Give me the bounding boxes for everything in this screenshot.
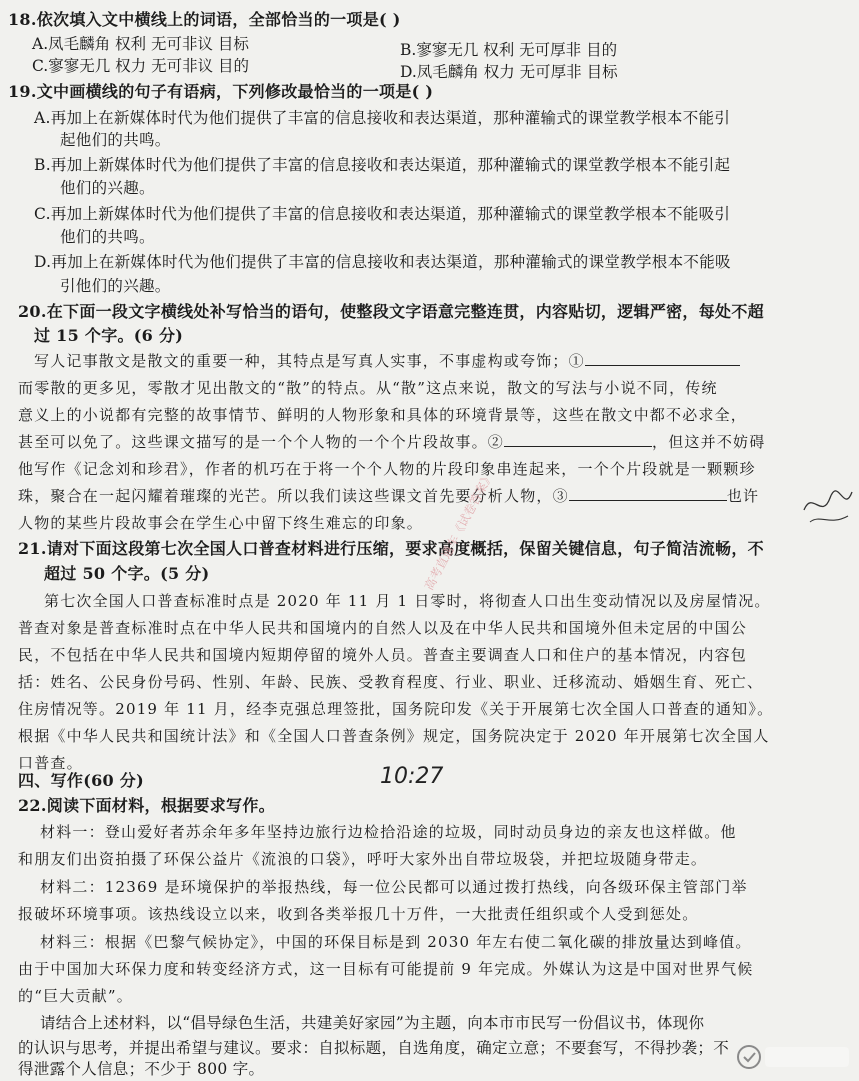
q18-option-c: C.寥寥无几 权力 无可非议 目的 (32, 57, 250, 75)
q19-option-c-line2: 他们的共鸣。 (60, 228, 155, 246)
q19-option-a-line1: A.再加上在新媒体时代为他们提供了丰富的信息接收和表达渠道，那种灌输式的课堂教学根本不能引 (34, 109, 731, 127)
q22-material2-line2: 报破坏环境事项。该热线设立以来，收到各类举报几十万件，一大批责任组织或个人受到惩处。 (18, 905, 699, 923)
q21-passage-line1: 第七次全国人口普查标准时点是 2020 年 11 月 1 日零时，将彻查人口出生变动情况以及房屋情况。 (44, 592, 771, 610)
q22-stem: 22.阅读下面材料，根据要求写作。 (18, 796, 275, 815)
q18-option-d: D.凤毛麟角 权力 无可厚非 目标 (400, 63, 618, 81)
q22-material3-line2: 由于中国加大环保力度和转变经济方式，这一目标有可能提前 9 年完成。外媒认为这是中国对世界气候 (18, 960, 754, 978)
q18-option-b: B.寥寥无几 权利 无可厚非 目的 (400, 41, 618, 59)
site-logo (735, 1041, 853, 1077)
q20-passage-line1 (34, 351, 740, 371)
q19-option-b-line1: B.再加上新媒体时代为他们提供了丰富的信息接收和表达渠道，那种灌输式的课堂教学根本不能引起 (34, 156, 731, 174)
q20-passage-text: 也许 (726, 487, 760, 505)
q22-material3-line1: 材料三：根据《巴黎气候协定》，中国的环保目标是到 2030 年左右使二氧化碳的排放量达到峰值。 (40, 933, 752, 951)
q21-passage-line4: 括：姓名、公民身份号码、性别、年龄、民族、受教育程度、行业、职业、迁移流动、婚姻生育、死亡、 (18, 673, 764, 691)
q18-stem: 18.依次填入文中横线上的词语，全部恰当的一项是( ) (8, 10, 401, 29)
watermark-stamp: 高考直通车《试卷答案》 (421, 469, 497, 593)
q20-passage-line6 (18, 486, 759, 506)
q22-requirement-line2: 的认识与思考，并提出希望与建议。要求：自拟标题，自选角度，确定立意；不要套写，不得抄袭；不 (18, 1039, 730, 1057)
q20-stem-line1: 20.在下面一段文字横线处补写恰当的语句，使整段文字语意完整连贯，内容贴切，逻辑严密，每处不超 (18, 302, 764, 321)
q20-blank-1[interactable] (585, 365, 740, 366)
q20-stem-line2: 过 15 个字。(6 分) (34, 326, 184, 345)
q20-passage-line4 (18, 432, 765, 452)
q20-passage-text: 写人记事散文是散文的重要一种，其特点是写真人实事，不事虚构或夸饰；① (34, 352, 585, 370)
q21-stem-line1: 21.请对下面这段第七次全国人口普查材料进行压缩，要求高度概括，保留关键信息，句子简洁流畅，不 (18, 539, 764, 558)
q19-option-a-line2: 起他们的共鸣。 (60, 131, 171, 149)
q20-passage-line5: 他写作《记念刘和珍君》，作者的机巧在于将一个个人物的片段印象串连起来，一个个片段就是一颗颗珍 (18, 460, 756, 478)
q22-requirement-line1: 请结合上述材料，以“倡导绿色生活，共建美好家园”为主题，向本市市民写一份倡议书，体现你 (40, 1014, 705, 1032)
q18-option-a: A.凤毛麟角 权利 无可非议 目标 (32, 35, 249, 53)
q19-option-d-line2: 引他们的兴趣。 (60, 277, 171, 295)
q20-passage-line7: 人物的某些片段故事会在学生心中留下终生难忘的印象。 (18, 514, 424, 532)
q19-option-b-line2: 他们的兴趣。 (60, 179, 155, 197)
q20-passage-text: ，但这并不妨碍 (652, 433, 766, 451)
q22-material2-line1: 材料二：12369 是环境保护的举报热线，每一位公民都可以通过拨打热线，向各级环保主管部门举 (40, 878, 748, 896)
q20-passage-text: 珠，聚合在一起闪耀着璀璨的光芒。所以我们读这些课文首先要分析人物，③ (18, 487, 569, 505)
q21-passage-line6: 根据《中华人民共和国统计法》和《全国人口普查条例》规定，国务院决定于 2020 年开展第七次全国人 (18, 727, 770, 745)
q21-passage-line3: 民，不包括在中华人民共和国境内短期停留的境外人员。普查主要调查人口和住户的基本情况，内容包 (18, 646, 748, 664)
q21-stem-line2: 超过 50 个字。(5 分) (44, 564, 210, 583)
q19-stem: 19.文中画横线的句子有语病，下列修改最恰当的一项是( ) (8, 82, 434, 101)
q20-passage-line2: 而零散的更多见，零散才见出散文的“散”的特点。从“散”这点来说，散文的写法与小说不同，传统 (18, 379, 718, 397)
section-heading: 四、写作(60 分) (18, 771, 144, 790)
q20-passage-line3: 意义上的小说都有完整的故事情节、鲜明的人物形象和具体的环境背景等，这些在散文中都不必求全， (18, 406, 748, 424)
handwritten-scribble (800, 480, 856, 530)
handwritten-time: 10:27 (380, 764, 444, 789)
q21-passage-line5: 住房情况等。2019 年 11 月，经李克强总理签批，国务院印发《关于开展第七次全国人口普查的通知》。 (18, 700, 774, 718)
q19-option-d-line1: D.再加上在新媒体时代为他们提供了丰富的信息接收和表达渠道，那种灌输式的课堂教学根本不能吸 (34, 253, 731, 271)
q19-option-c-line1: C.再加上新媒体时代为他们提供了丰富的信息接收和表达渠道，那种灌输式的课堂教学根本不能吸引 (34, 205, 731, 223)
q22-material1-line2: 和朋友们出资拍摄了环保公益片《流浪的口袋》，呼吁大家外出自带垃圾袋，并把垃圾随身带走。 (18, 850, 708, 868)
q20-passage-text: 甚至可以免了。这些课文描写的是一个个人物的一个个片段故事。② (18, 433, 505, 451)
q22-material3-line3: 的“巨大贡献”。 (18, 987, 133, 1005)
q22-material1-line1: 材料一：登山爱好者苏余年多年坚持边旅行边检拾沿途的垃圾，同时动员身边的亲友也这样做。他 (40, 823, 737, 841)
q21-passage-line7: 口普查。 (18, 754, 83, 772)
q22-requirement-line3: 得泄露个人信息；不少于 800 字。 (18, 1060, 265, 1078)
q21-passage-line2: 普查对象是普查标准时点在中华人民共和国境内的自然人以及在中华人民共和国境外但未定居的中国公 (18, 619, 748, 637)
q20-blank-2[interactable] (504, 446, 652, 447)
q20-blank-3[interactable] (569, 500, 727, 501)
